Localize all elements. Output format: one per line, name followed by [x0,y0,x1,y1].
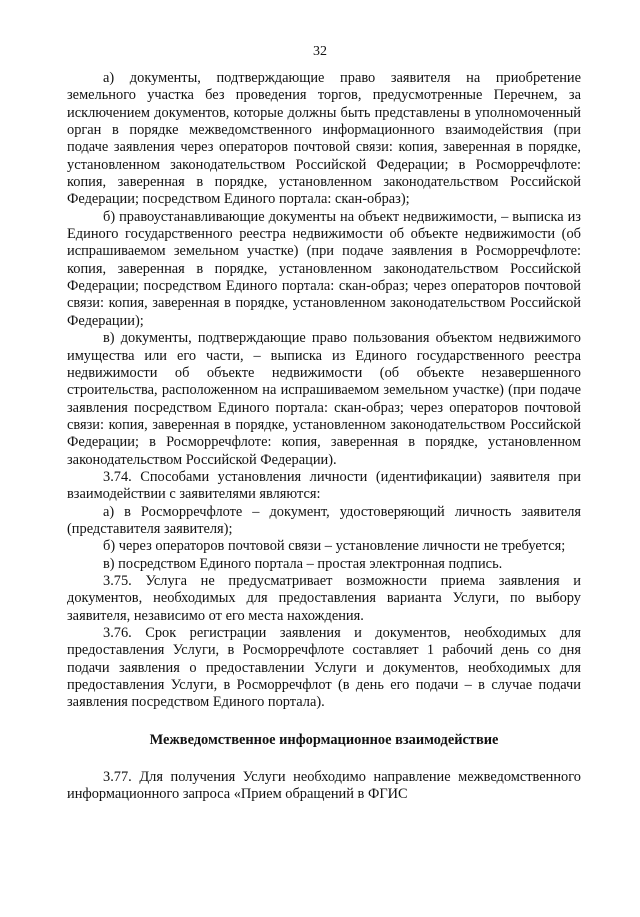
paragraph-3-75: 3.75. Услуга не предусматривает возможности приема заявления и документов, необходимых для предоставления варианта Услуги, по выбору заявителя, независимо от его места нахождения. [67,572,581,624]
paragraph-3-74: 3.74. Способами установления личности (идентификации) заявителя при взаимодействии с заявителями являются: [67,468,581,503]
paragraph-3-74-c: в) посредством Единого портала – простая электронная подпись. [103,555,503,572]
document-body [67,70,581,804]
paragraph-3-77: 3.77. Для получения Услуги необходимо направление межведомственного информационного запроса «Прием обращений в ФГИС [67,769,581,803]
paragraph-3-74-b: б) через операторов почтовой связи – установление личности не требуется; [103,538,566,555]
section-heading: Межведомственное информационное взаимодействие [149,731,499,748]
paragraph-a-land-documents: а) документы, подтверждающие право заявителя на приобретение земельного участка без проведения торгов, предусмотренные Перечнем, за исключением документов, которые должны быть представлены в уполномоченный орган в порядке межведомственного информационного взаимодействия (при подаче заявления через операторов почтовой связи: копия, заверенная в порядке, установленном законодательством Российской Федерации; в Росморречфлоте: копия, заверенная в порядке, установленном законодательством Российской Федерации; посредством Единого портала: скан-образ); [67,70,581,208]
paragraph-b-title-documents: б) правоустанавливающие документы на объект недвижимости, – выписка из Единого государственного реестра недвижимости об объекте недвижимости (об испрашиваемом земельном участке) (при подаче заявления в Росморречфлоте: копия, заверенная в порядке, установленном законодательством Российской Федерации; посредством Единого портала: скан-образ; через операторов почтовой связи: копия, заверенная в порядке, установленном законодательством Российской Федерации); [67,208,581,329]
paragraph-3-76: 3.76. Срок регистрации заявления и документов, необходимых для предоставления Услуги, в Росморречфлоте составляет 1 рабочий день со дня подачи заявления о предоставлении Услуги и документов, необходимых для предоставления Услуги, в Росморречфлот (в день его подачи – в случае подачи заявления посредством Единого портала). [67,625,581,711]
paragraph-c-usage-documents: в) документы, подтверждающие право пользования объектом недвижимого имущества или его части, – выписка из Единого государственного реестра недвижимости об объекте недвижимости (об объекте незавершенного строительства, расположенном на испрашиваемом земельном участке) (при подаче заявления посредством Единого портала: скан-образ; через операторов почтовой связи: копия, заверенная в порядке, установленном законодательством Российской Федерации; в Росморречфлоте: копия, заверенная в порядке, установленном законодательством Российской Федерации). [67,330,581,468]
paragraph-3-74-a: а) в Росморречфлоте – документ, удостоверяющий личность заявителя (представителя заявителя); [67,503,581,537]
page-number: 32 [313,44,327,59]
